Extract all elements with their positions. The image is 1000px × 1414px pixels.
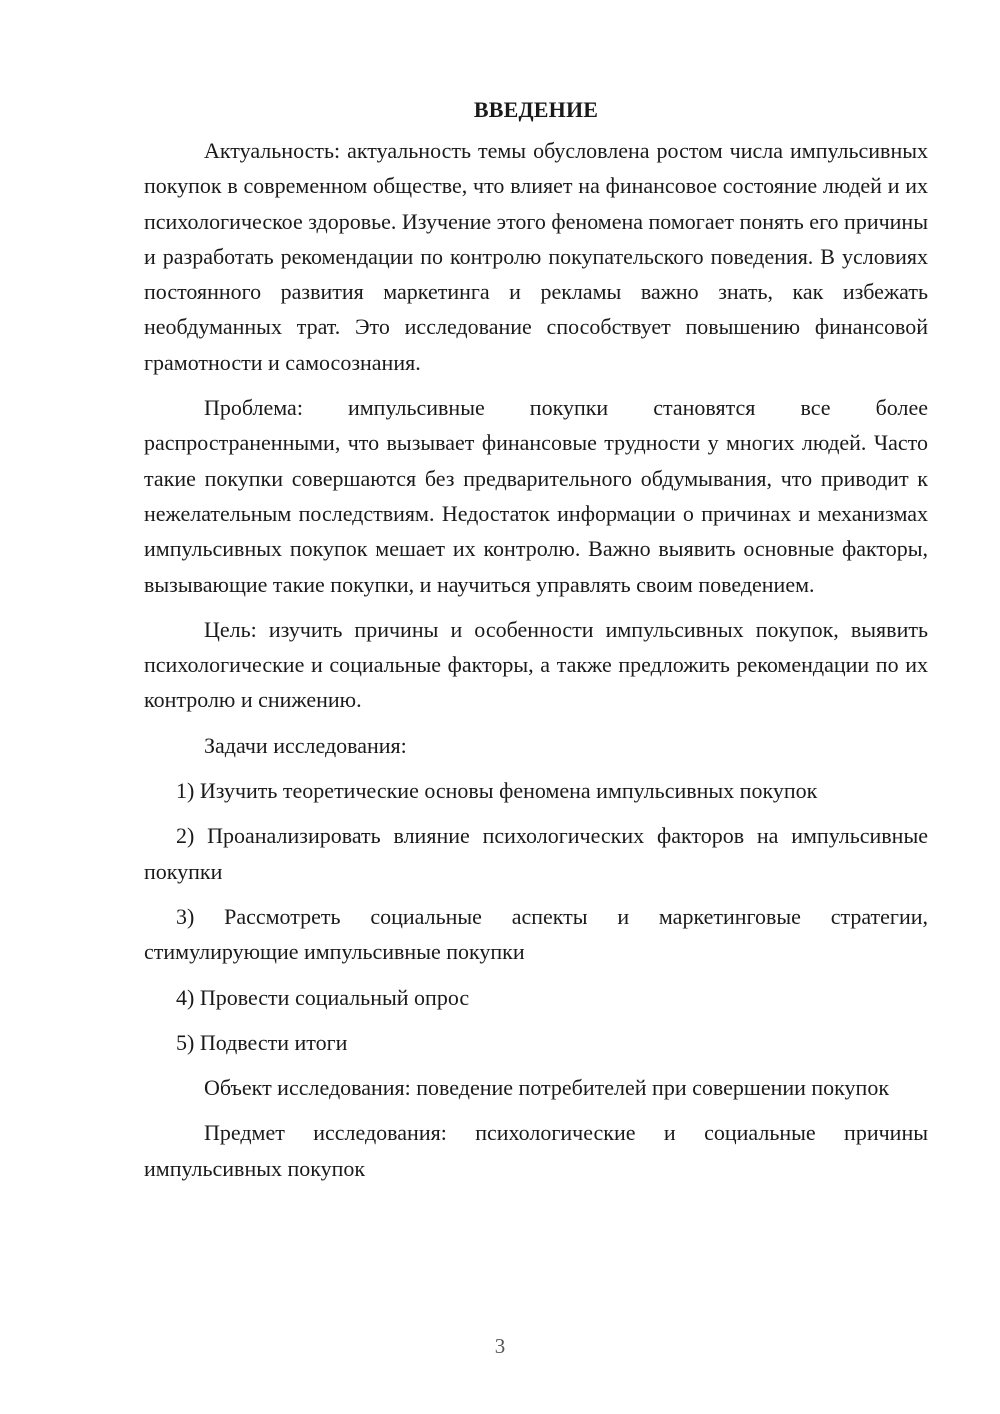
paragraph-subject: Предмет исследования: психологические и социальные причины импульсивных покупок	[144, 1120, 928, 1181]
paragraph-problem: Проблема: импульсивные покупки становятся все более распространенными, что вызывает финансовые трудности у многих людей. Часто такие покупки совершаются без предварительного обдумывания, что приводит к нежелательным последствиям. Недостаток информации о причинах и механизмах импульсивных покупок мешает их контролю. Важно выявить основные факторы, вызывающие такие покупки, и научиться управлять своим поведением.	[144, 395, 928, 597]
page-number: 3	[494, 1334, 506, 1358]
page-title: ВВЕДЕНИЕ	[473, 97, 599, 122]
tasks-heading: Задачи исследования:	[204, 732, 407, 758]
document-page	[144, 92, 928, 1186]
task-item-3: 3) Рассмотреть социальные аспекты и маркетинговые стратегии, стимулирующие импульсивные покупки	[144, 903, 928, 965]
paragraph-relevance: Актуальность: актуальность темы обусловлена ростом числа импульсивных покупок в современном обществе, что влияет на финансовое состояние людей и их психологическое здоровье. Изучение этого феномена помогает понять его причины и разработать рекомендации по контролю покупательского поведения. В условиях постоянного развития маркетинга и рекламы важно знать, как избежать необдуманных трат. Это исследование способствует повышению финансовой грамотности и самосознания.	[144, 138, 928, 375]
task-item-4: 4) Провести социальный опрос	[176, 984, 470, 1010]
task-item-5: 5) Подвести итоги	[176, 1029, 348, 1055]
task-item-1: 1) Изучить теоретические основы феномена импульсивных покупок	[176, 778, 818, 804]
paragraph-goal: Цель: изучить причины и особенности импульсивных покупок, выявить психологические и социальные факторы, а также предложить рекомендации по их контролю и снижению.	[144, 616, 928, 713]
task-item-2: 2) Проанализировать влияние психологических факторов на импульсивные покупки	[144, 823, 928, 884]
paragraph-object: Объект исследования: поведение потребителей при совершении покупок	[204, 1075, 890, 1101]
